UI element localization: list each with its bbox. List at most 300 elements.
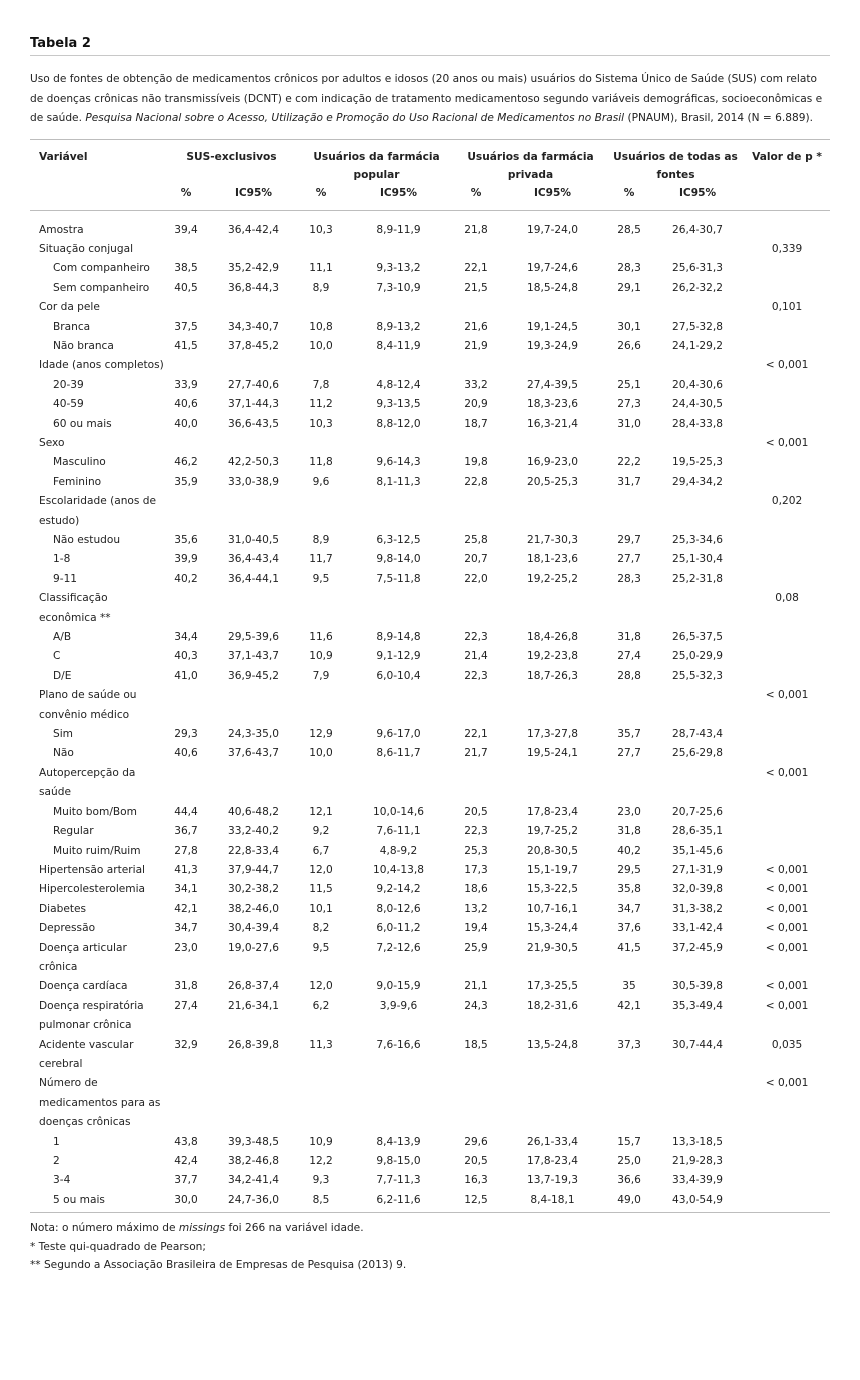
cell-percent: 10,9 xyxy=(309,1135,333,1148)
cell-percent xyxy=(454,764,498,803)
row-sublabel: Sim xyxy=(53,728,73,741)
cell-percent: 27,8 xyxy=(174,844,198,857)
cell-percent: 20,7 xyxy=(464,553,488,566)
cell-ci95: 4,8-12,4 xyxy=(376,378,421,391)
cell-ci95: 19,7-24,0 xyxy=(527,223,578,236)
cell-ci95: 30,2-38,2 xyxy=(228,883,279,896)
cell-percent: 9,3 xyxy=(312,1174,330,1187)
cell-percent: 22,3 xyxy=(464,669,488,682)
cell-percent: 29,3 xyxy=(174,728,198,741)
cell-ci95 xyxy=(498,764,607,803)
note-text: Nota: o número máximo de xyxy=(30,1222,179,1235)
cell-percent xyxy=(299,686,343,725)
cell-percent: 21,5 xyxy=(464,281,488,294)
table-row xyxy=(30,240,830,259)
cell-percent: 46,2 xyxy=(174,456,198,469)
cell-ci95: 25,1-30,4 xyxy=(672,553,724,566)
table-row xyxy=(30,473,830,492)
cell-percent: 27,7 xyxy=(617,747,641,760)
cell-ci95: 24,4-30,5 xyxy=(672,398,724,411)
table-row xyxy=(30,900,830,919)
cell-percent xyxy=(454,589,498,628)
cell-p-value xyxy=(744,550,830,569)
row-sublabel: 2 xyxy=(53,1155,60,1167)
cell-ci95 xyxy=(343,764,454,803)
row-label: Situação conjugal xyxy=(39,242,134,255)
cell-ci95: 28,4-33,8 xyxy=(672,417,724,430)
cell-ci95: 38,2-46,0 xyxy=(228,902,279,915)
row-sublabel: 5 ou mais xyxy=(53,1193,105,1206)
cell-percent: 27,7 xyxy=(617,553,641,566)
cell-ci95: 19,2-23,8 xyxy=(527,650,578,663)
cell-ci95 xyxy=(498,434,607,453)
cell-ci95: 8,9-14,8 xyxy=(376,631,421,644)
cell-percent: 37,7 xyxy=(174,1174,198,1187)
cell-percent xyxy=(299,434,343,453)
cell-ci95: 19,1-24,5 xyxy=(527,320,578,333)
cell-percent: 37,5 xyxy=(174,320,198,333)
cell-p-value: < 0,001 xyxy=(765,902,809,915)
cell-percent: 15,7 xyxy=(617,1135,641,1148)
cell-p-value: < 0,001 xyxy=(765,922,809,935)
cell-percent: 9,5 xyxy=(312,572,330,585)
cell-ci95: 9,3-13,2 xyxy=(376,262,421,275)
cell-ci95: 29,4-34,2 xyxy=(672,475,724,488)
cell-percent: 40,2 xyxy=(617,844,641,857)
row-sublabel: 3-4 xyxy=(53,1174,71,1187)
cell-p-value: < 0,001 xyxy=(765,766,809,779)
table-row xyxy=(30,434,830,453)
cell-ci95 xyxy=(498,1074,607,1132)
cell-percent: 30,1 xyxy=(617,320,641,333)
header-ci: IC95% xyxy=(533,186,572,199)
cell-percent: 6,2 xyxy=(312,999,330,1012)
cell-p-value xyxy=(744,473,830,492)
cell-ci95 xyxy=(498,240,607,259)
cell-percent: 35,8 xyxy=(617,883,641,896)
cell-percent: 11,2 xyxy=(309,398,333,411)
cell-ci95: 18,4-26,8 xyxy=(527,631,578,644)
row-sublabel: 60 ou mais xyxy=(53,417,112,430)
cell-percent: 36,7 xyxy=(174,825,198,838)
cell-ci95: 24,1-29,2 xyxy=(672,339,724,352)
cell-percent: 8,5 xyxy=(312,1193,330,1206)
cell-ci95: 42,2-50,3 xyxy=(228,456,279,469)
cell-percent: 39,9 xyxy=(174,553,198,566)
cell-ci95: 7,5-11,8 xyxy=(376,572,421,585)
cell-p-value: 0,202 xyxy=(771,495,803,508)
cell-ci95 xyxy=(651,764,744,803)
header-variable: Variável xyxy=(39,150,88,163)
cell-ci95: 40,6-48,2 xyxy=(228,805,279,818)
row-sublabel: Não branca xyxy=(53,339,114,352)
cell-percent xyxy=(164,240,208,259)
cell-percent: 42,1 xyxy=(174,902,198,915)
cell-ci95: 18,3-23,6 xyxy=(527,398,578,411)
cell-p-value xyxy=(744,279,830,298)
cell-p-value xyxy=(744,453,830,472)
table-row xyxy=(30,647,830,666)
cell-percent: 21,8 xyxy=(464,223,488,236)
cell-percent: 41,5 xyxy=(174,339,198,352)
cell-percent xyxy=(607,356,651,375)
cell-ci95: 20,8-30,5 xyxy=(527,844,578,857)
cell-ci95: 37,1-43,7 xyxy=(228,650,279,663)
cell-ci95: 33,1-42,4 xyxy=(672,922,724,935)
cell-ci95: 7,6-11,1 xyxy=(376,825,421,838)
cell-percent xyxy=(454,686,498,725)
cell-ci95: 35,3-49,4 xyxy=(672,999,724,1012)
row-label: Hipertensão arterial xyxy=(39,863,146,876)
cell-ci95: 32,0-39,8 xyxy=(672,883,724,896)
cell-ci95: 17,8-23,4 xyxy=(527,1155,578,1167)
cell-p-value: < 0,001 xyxy=(765,1077,809,1090)
cell-percent: 6,7 xyxy=(312,844,330,857)
note-missings xyxy=(30,1219,830,1238)
cell-ci95 xyxy=(343,589,454,628)
row-label: Diabetes xyxy=(39,902,87,915)
table-row xyxy=(30,1152,830,1171)
cell-percent: 40,0 xyxy=(174,417,198,430)
cell-percent: 43,8 xyxy=(174,1135,198,1148)
table-row xyxy=(30,1171,830,1190)
cell-percent: 17,3 xyxy=(464,863,488,876)
cell-percent: 22,0 xyxy=(464,572,488,585)
cell-percent xyxy=(164,492,208,531)
row-sublabel: Sem companheiro xyxy=(53,281,150,294)
cell-percent: 9,6 xyxy=(312,475,330,488)
cell-percent: 30,0 xyxy=(174,1193,198,1206)
cell-percent: 33,9 xyxy=(174,378,198,391)
cell-ci95 xyxy=(651,298,744,317)
header-group-privada: Usuários da farmácia privada xyxy=(467,150,594,181)
cell-ci95 xyxy=(208,764,299,803)
cell-ci95: 18,1-23,6 xyxy=(527,553,578,566)
cell-ci95: 20,5-25,3 xyxy=(527,475,578,488)
cell-ci95: 28,7-43,4 xyxy=(672,728,724,741)
cell-ci95 xyxy=(651,356,744,375)
cell-percent xyxy=(164,356,208,375)
cell-ci95: 10,7-16,1 xyxy=(527,902,578,915)
row-sublabel: 9-11 xyxy=(53,572,78,585)
cell-ci95: 19,3-24,9 xyxy=(527,339,578,352)
row-sublabel: Branca xyxy=(53,320,91,333)
cell-ci95: 31,0-40,5 xyxy=(228,534,279,546)
row-sublabel: C xyxy=(53,650,61,663)
row-sublabel: Não xyxy=(53,747,74,760)
cell-percent: 39,4 xyxy=(174,223,198,236)
cell-ci95: 9,2-14,2 xyxy=(376,883,421,896)
cell-ci95: 9,0-15,9 xyxy=(376,980,421,993)
cell-p-value xyxy=(744,628,830,647)
cell-percent: 35,9 xyxy=(174,475,198,488)
cell-p-value xyxy=(744,842,830,861)
cell-ci95: 19,0-27,6 xyxy=(228,941,279,954)
cell-ci95: 24,3-35,0 xyxy=(228,728,279,741)
cell-percent: 21,6 xyxy=(464,320,488,333)
cell-ci95: 7,2-12,6 xyxy=(376,941,421,954)
cell-ci95: 30,5-39,8 xyxy=(672,980,724,993)
cell-ci95 xyxy=(208,589,299,628)
table-row xyxy=(30,210,830,240)
cell-ci95: 15,3-22,5 xyxy=(527,883,578,896)
cell-percent xyxy=(299,1074,343,1132)
cell-percent: 10,3 xyxy=(309,417,333,430)
cell-percent: 16,3 xyxy=(464,1174,488,1187)
cell-percent: 29,1 xyxy=(617,281,641,294)
cell-ci95: 25,6-29,8 xyxy=(672,747,724,760)
cell-percent: 26,6 xyxy=(617,339,641,352)
cell-ci95: 7,3-10,9 xyxy=(376,281,421,294)
cell-percent: 12,9 xyxy=(309,728,333,741)
cell-ci95: 21,9-28,3 xyxy=(672,1155,724,1167)
cell-ci95: 25,2-31,8 xyxy=(672,572,724,585)
cell-percent: 42,1 xyxy=(617,999,641,1012)
cell-percent: 31,7 xyxy=(617,475,641,488)
cell-percent: 25,3 xyxy=(464,844,488,857)
cell-ci95: 37,9-44,7 xyxy=(228,863,279,876)
row-sublabel: Masculino xyxy=(53,456,106,469)
cell-ci95: 27,1-31,9 xyxy=(672,863,724,876)
table-row xyxy=(30,279,830,298)
cell-percent xyxy=(164,434,208,453)
cell-ci95: 26,5-37,5 xyxy=(672,631,724,644)
cell-ci95: 27,7-40,6 xyxy=(228,378,279,391)
table-row xyxy=(30,318,830,337)
cell-percent: 10,9 xyxy=(309,650,333,663)
cell-percent: 23,0 xyxy=(174,941,198,954)
cell-percent xyxy=(607,1074,651,1132)
cell-ci95: 36,4-42,4 xyxy=(228,223,279,236)
cell-ci95: 8,6-11,7 xyxy=(376,747,421,760)
cell-percent xyxy=(164,589,208,628)
cell-percent: 10,0 xyxy=(309,747,333,760)
cell-percent xyxy=(607,298,651,317)
cell-percent: 35,6 xyxy=(174,534,198,546)
cell-percent xyxy=(454,298,498,317)
cell-ci95: 37,6-43,7 xyxy=(228,747,279,760)
cell-percent: 20,5 xyxy=(464,805,488,818)
cell-percent xyxy=(299,356,343,375)
header-row-groups xyxy=(30,140,830,184)
cell-percent xyxy=(607,764,651,803)
header-ci: IC95% xyxy=(379,186,418,199)
cell-ci95: 13,5-24,8 xyxy=(527,1038,578,1051)
row-label: Cor da pele xyxy=(39,301,100,314)
cell-ci95: 27,5-32,8 xyxy=(672,320,724,333)
cell-percent: 33,2 xyxy=(464,378,488,391)
cell-ci95: 24,7-36,0 xyxy=(228,1193,279,1206)
cell-percent: 21,9 xyxy=(464,339,488,352)
cell-ci95: 26,1-33,4 xyxy=(527,1135,578,1148)
header-row-sub xyxy=(30,184,830,211)
table-row xyxy=(30,822,830,841)
cell-p-value xyxy=(744,725,830,744)
table-row xyxy=(30,356,830,375)
cell-percent: 25,0 xyxy=(617,1155,641,1167)
cell-ci95 xyxy=(651,1074,744,1132)
cell-ci95: 8,4-13,9 xyxy=(376,1135,421,1148)
row-label: Classificação econômica ** xyxy=(39,592,111,624)
cell-ci95: 15,1-19,7 xyxy=(527,863,578,876)
header-p-value: Valor de p * xyxy=(752,150,822,163)
row-sublabel: Muito ruim/Ruim xyxy=(53,844,141,857)
table-row xyxy=(30,570,830,589)
row-sublabel: D/E xyxy=(53,669,72,682)
cell-percent: 18,6 xyxy=(464,883,488,896)
cell-percent: 9,2 xyxy=(312,825,330,838)
cell-percent: 42,4 xyxy=(174,1155,198,1167)
table-row xyxy=(30,977,830,996)
cell-percent: 36,6 xyxy=(617,1174,641,1187)
row-label: Escolaridade (anos de estudo) xyxy=(39,495,157,527)
cell-ci95: 19,5-24,1 xyxy=(527,747,578,760)
cell-ci95: 28,6-35,1 xyxy=(672,825,724,838)
cell-ci95: 21,6-34,1 xyxy=(228,999,279,1012)
cell-percent: 34,4 xyxy=(174,631,198,644)
cell-ci95: 17,3-27,8 xyxy=(527,728,578,741)
table-row xyxy=(30,880,830,899)
cell-percent: 31,8 xyxy=(617,631,641,644)
cell-p-value: < 0,001 xyxy=(765,999,809,1012)
cell-percent: 41,0 xyxy=(174,669,198,682)
cell-percent: 29,7 xyxy=(617,534,641,546)
row-sublabel: Não estudou xyxy=(53,534,121,546)
table-row xyxy=(30,803,830,822)
cell-percent: 27,3 xyxy=(617,398,641,411)
cell-percent: 18,5 xyxy=(464,1038,488,1051)
header-blank xyxy=(30,184,164,211)
cell-percent: 19,4 xyxy=(464,922,488,935)
table-row xyxy=(30,842,830,861)
cell-ci95 xyxy=(651,240,744,259)
cell-percent xyxy=(607,589,651,628)
table-row xyxy=(30,1036,830,1075)
cell-p-value: 0,035 xyxy=(771,1038,803,1051)
cell-ci95 xyxy=(498,356,607,375)
cell-percent: 28,3 xyxy=(617,262,641,275)
row-label: Autopercepção da saúde xyxy=(39,766,136,799)
cell-percent: 11,6 xyxy=(309,631,333,644)
cell-ci95: 8,9-11,9 xyxy=(376,223,421,236)
caption-italic: Pesquisa Nacional sobre o Acesso, Utilização e Promoção do Uso Racional de Medicamentos no Brasil xyxy=(85,112,625,124)
cell-ci95 xyxy=(498,492,607,531)
cell-percent: 22,3 xyxy=(464,631,488,644)
cell-percent xyxy=(164,298,208,317)
cell-percent: 22,2 xyxy=(617,456,641,469)
row-sublabel: Regular xyxy=(53,825,94,838)
cell-p-value xyxy=(744,570,830,589)
table-label: Tabela 2 xyxy=(30,36,830,56)
cell-percent xyxy=(299,298,343,317)
row-label: Plano de saúde ou convênio médico xyxy=(39,689,137,721)
cell-ci95: 17,8-23,4 xyxy=(527,805,578,818)
cell-percent: 31,8 xyxy=(617,825,641,838)
cell-ci95: 8,9-13,2 xyxy=(376,320,421,333)
cell-ci95: 34,3-40,7 xyxy=(228,320,279,333)
cell-p-value: < 0,001 xyxy=(765,980,809,993)
cell-percent: 29,6 xyxy=(464,1135,488,1148)
cell-ci95: 18,2-31,6 xyxy=(527,999,578,1012)
cell-percent: 40,6 xyxy=(174,747,198,760)
cell-ci95: 25,5-32,3 xyxy=(672,669,724,682)
table-row xyxy=(30,376,830,395)
row-sublabel: Feminino xyxy=(53,475,102,488)
cell-percent xyxy=(454,492,498,531)
cell-percent: 12,0 xyxy=(309,863,333,876)
cell-percent: 12,2 xyxy=(309,1155,333,1167)
cell-percent xyxy=(164,686,208,725)
cell-ci95: 9,8-14,0 xyxy=(376,553,421,566)
header-ci: IC95% xyxy=(678,186,717,199)
cell-percent: 28,3 xyxy=(617,572,641,585)
cell-p-value xyxy=(744,318,830,337)
cell-ci95 xyxy=(651,492,744,531)
cell-ci95: 18,5-24,8 xyxy=(527,281,578,294)
cell-ci95 xyxy=(208,434,299,453)
cell-percent: 12,5 xyxy=(464,1193,488,1206)
cell-ci95: 36,4-43,4 xyxy=(228,553,279,566)
header-group-sus: SUS-exclusivos xyxy=(186,150,277,163)
cell-ci95: 21,7-30,3 xyxy=(527,534,578,546)
cell-ci95: 19,7-25,2 xyxy=(527,825,578,838)
cell-percent xyxy=(607,492,651,531)
cell-ci95: 13,3-18,5 xyxy=(672,1135,724,1148)
cell-ci95: 25,0-29,9 xyxy=(672,650,724,663)
cell-percent: 25,1 xyxy=(617,378,641,391)
header-pct: % xyxy=(315,186,327,199)
cell-percent: 37,6 xyxy=(617,922,641,935)
cell-percent xyxy=(454,356,498,375)
cell-percent: 10,8 xyxy=(309,320,333,333)
cell-percent xyxy=(299,764,343,803)
cell-percent: 34,7 xyxy=(174,922,198,935)
cell-percent: 25,9 xyxy=(464,941,488,954)
cell-ci95 xyxy=(343,298,454,317)
cell-percent: 13,2 xyxy=(464,902,488,915)
cell-ci95: 43,0-54,9 xyxy=(672,1193,724,1206)
cell-percent: 22,3 xyxy=(464,825,488,838)
cell-ci95: 31,3-38,2 xyxy=(672,902,724,915)
cell-ci95: 34,2-41,4 xyxy=(228,1174,279,1187)
cell-percent xyxy=(164,1074,208,1132)
cell-percent xyxy=(607,434,651,453)
cell-p-value xyxy=(744,1171,830,1190)
cell-ci95: 30,7-44,4 xyxy=(672,1038,724,1051)
cell-ci95: 9,6-17,0 xyxy=(376,728,421,741)
cell-p-value: < 0,001 xyxy=(765,436,809,449)
cell-percent: 38,5 xyxy=(174,262,198,275)
table-row xyxy=(30,298,830,317)
row-label: Hipercolesterolemia xyxy=(39,883,146,896)
cell-percent: 11,7 xyxy=(309,553,333,566)
cell-percent: 21,4 xyxy=(464,650,488,663)
table-row xyxy=(30,1191,830,1212)
cell-p-value: 0,101 xyxy=(771,301,803,314)
cell-ci95: 10,4-13,8 xyxy=(373,863,424,876)
cell-percent: 24,3 xyxy=(464,999,488,1012)
cell-p-value xyxy=(744,1191,830,1212)
row-label: Sexo xyxy=(39,436,65,449)
cell-ci95 xyxy=(651,589,744,628)
cell-ci95: 36,9-45,2 xyxy=(228,669,279,682)
cell-ci95: 8,4-11,9 xyxy=(376,339,421,352)
note-abep: ** Segundo a Associação Brasileira de Empresas de Pesquisa (2013) 9. xyxy=(30,1259,407,1272)
cell-ci95: 37,2-45,9 xyxy=(672,941,724,954)
cell-percent: 7,9 xyxy=(312,669,330,682)
cell-ci95 xyxy=(498,589,607,628)
cell-percent: 11,8 xyxy=(309,456,333,469)
